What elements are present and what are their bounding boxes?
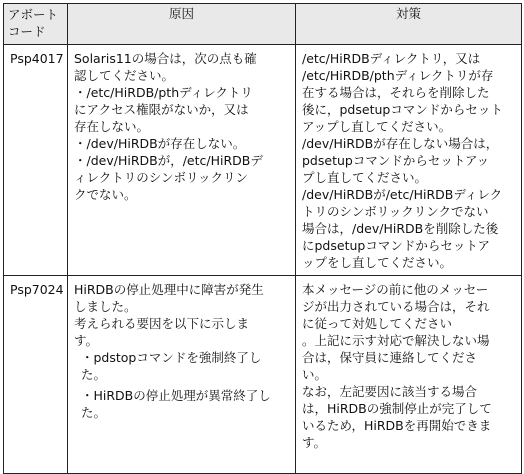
cause-line: 存在しない。	[74, 119, 150, 134]
action-line: に従って対処してください	[302, 316, 453, 331]
action-line: アップし直してください。	[302, 119, 452, 134]
cause-line: 考えられる要因を以下に示しま	[74, 316, 250, 331]
action-line: いるため，HiRDBを再開始できま	[302, 418, 492, 433]
header-action: 対策	[296, 4, 522, 45]
header-row	[4, 4, 522, 45]
cause-line: ・/etc/HiRDB/pthディレクトリ	[74, 85, 253, 100]
action-line: プし直してください。	[302, 170, 428, 185]
header-cause: 原因	[68, 4, 296, 45]
table-row	[4, 276, 522, 474]
action-line: い。	[302, 367, 328, 382]
cause-cell	[68, 276, 296, 474]
action-line: pdsetupコマンドからセットアッ	[302, 153, 490, 168]
action-line: 場合は，/dev/HiRDBを削除した後	[302, 221, 499, 236]
cause-line: た。	[81, 367, 107, 382]
cause-line: にアクセス権限がないか，又は	[74, 102, 249, 117]
action-line: 合は，保守員に連絡してくださ	[302, 350, 478, 365]
action-line: /dev/HiRDBが存在しない場合は，	[302, 136, 499, 151]
action-line: 後に，pdsetupコマンドからセット	[302, 102, 503, 117]
cause-line: HiRDBの停止処理中に障害が発生	[74, 282, 264, 297]
abort-code-table	[3, 3, 522, 474]
header-abort-code	[4, 4, 68, 45]
cause-line: ・pdstopコマンドを強制終了し	[81, 350, 262, 365]
action-line: 在する場合は，それらを削除した	[302, 85, 490, 100]
cause-bullet-item	[74, 349, 291, 383]
cause-line: Solaris11の場合は，次の点も確	[74, 51, 257, 66]
header-code-line: アボート	[8, 7, 59, 22]
header-code-line: コード	[8, 24, 46, 39]
cause-line: た。	[81, 405, 107, 420]
cause-line: ・HiRDBの停止処理が異常終了し	[81, 388, 271, 403]
action-line: 本メッセージの前に他のメッセー	[302, 282, 489, 297]
action-line: ップをし直してください。	[302, 255, 453, 270]
action-line: なお，左記要因に該当する場合	[302, 384, 478, 399]
action-line: トリのシンボリックリンクでない	[302, 204, 489, 219]
abort-code-cell: Psp7024	[4, 276, 68, 474]
cause-line: ィレクトリのシンボリックリン	[74, 170, 248, 185]
cause-line: ・/dev/HiRDBが，/etc/HiRDBデ	[74, 153, 263, 168]
cause-line: ・/dev/HiRDBが存在しない。	[74, 136, 246, 151]
action-line: /dev/HiRDBが/etc/HiRDBディレク	[302, 187, 503, 202]
cause-bullet-item	[74, 387, 291, 421]
action-line: /etc/HiRDBディレクトリ，又は	[302, 51, 481, 66]
action-line: にpdsetupコマンドからセットア	[302, 238, 490, 253]
action-line: は，HiRDBの強制停止が完了して	[302, 401, 492, 416]
cause-line: クでない。	[74, 187, 137, 202]
action-line: 。上記に示す対応で解決しない場	[302, 333, 490, 348]
action-line: /etc/HiRDB/pthディレクトリが存	[302, 68, 494, 83]
cause-line: しました。	[74, 299, 137, 314]
cause-line: 認してください。	[74, 68, 175, 83]
action-cell	[296, 276, 522, 474]
action-cell	[296, 45, 522, 276]
table-row	[4, 45, 522, 276]
abort-code-cell: Psp4017	[4, 45, 68, 276]
action-line: す。	[302, 435, 327, 450]
cause-cell	[68, 45, 296, 276]
cause-line: す。	[74, 333, 99, 348]
action-line: ジが出力されている場合は，それ	[302, 299, 490, 314]
